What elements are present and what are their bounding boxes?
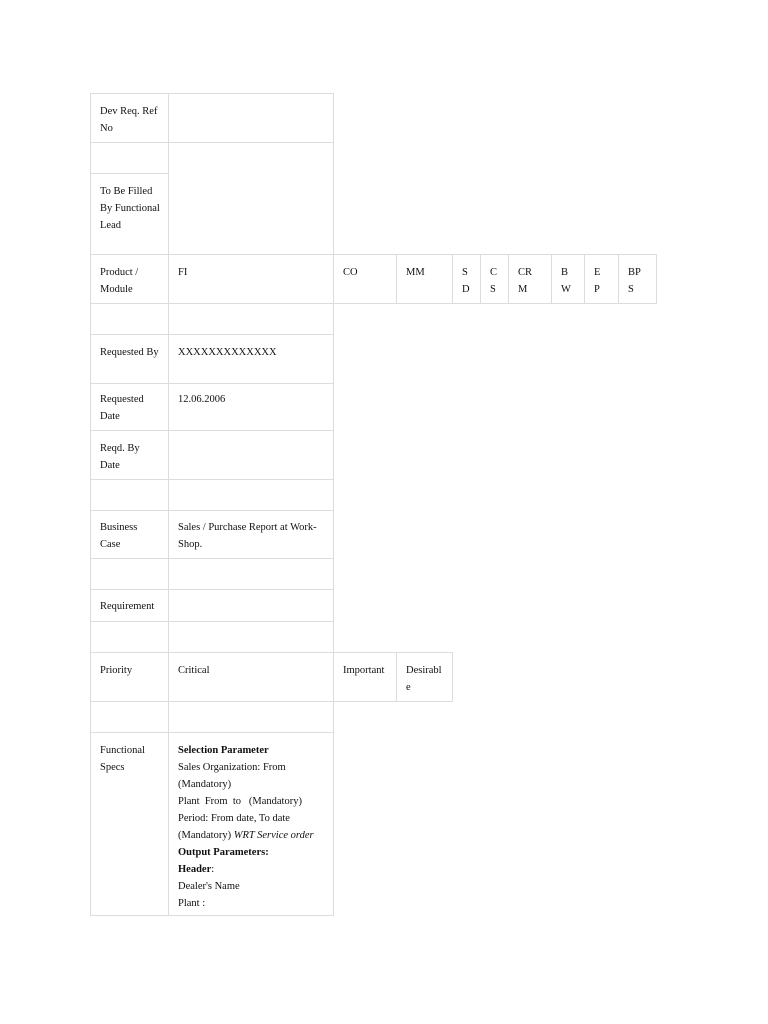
module-label: FI bbox=[178, 267, 188, 278]
plant-range-line: Plant From to (Mandatory) bbox=[178, 796, 302, 807]
module-label: MM bbox=[406, 267, 425, 278]
spacer-cell bbox=[90, 621, 169, 653]
period-line bbox=[178, 810, 325, 844]
selection-parameter-heading: Selection Parameter bbox=[178, 745, 269, 756]
module-label: BP S bbox=[628, 267, 641, 295]
spacer-cell bbox=[90, 479, 169, 511]
spacer-cell bbox=[90, 142, 169, 174]
functional-specs-label: Functional Specs bbox=[100, 745, 145, 773]
dev-req-value-cell bbox=[168, 93, 334, 143]
plant-line: Plant : bbox=[178, 898, 206, 909]
requested-by-value: XXXXXXXXXXXXX bbox=[178, 347, 277, 358]
period-text: Period: From date, To date (Mandatory) bbox=[178, 813, 290, 841]
header-line bbox=[178, 861, 325, 878]
requested-date-value-cell bbox=[168, 383, 334, 431]
priority-option-label: Important bbox=[343, 665, 385, 676]
priority-option-important bbox=[333, 652, 397, 702]
priority-label-cell bbox=[90, 652, 169, 702]
sales-org-line: Sales Organization: From (Mandatory) bbox=[178, 762, 289, 790]
reqd-by-date-value-cell bbox=[168, 430, 334, 480]
product-module-label-cell bbox=[90, 254, 169, 304]
spacer-cell bbox=[168, 479, 334, 511]
business-case-label-cell bbox=[90, 510, 169, 559]
spacer-cell bbox=[168, 621, 334, 653]
priority-option-label: Desirabl e bbox=[406, 665, 442, 693]
priority-option-desirable bbox=[396, 652, 453, 702]
requested-date-value: 12.06.2006 bbox=[178, 394, 226, 405]
output-parameters-heading: Output Parameters: bbox=[178, 847, 269, 858]
module-label: CO bbox=[343, 267, 358, 278]
module-cell-ep bbox=[584, 254, 619, 304]
module-cell-bw bbox=[551, 254, 585, 304]
module-label: S D bbox=[462, 267, 470, 295]
filled-by-value-cell bbox=[168, 142, 334, 255]
module-cell-bps bbox=[618, 254, 657, 304]
module-label: E P bbox=[594, 267, 601, 295]
dealer-name-line: Dealer's Name bbox=[178, 881, 240, 892]
requested-date-label: Requested Date bbox=[100, 394, 144, 422]
spacer-cell bbox=[168, 701, 334, 733]
priority-option-critical bbox=[168, 652, 334, 702]
requirement-label-cell bbox=[90, 589, 169, 622]
requested-by-label: Requested By bbox=[100, 347, 159, 358]
spacer-cell bbox=[90, 558, 169, 590]
business-case-label: Business Case bbox=[100, 522, 138, 550]
product-module-label: Product / Module bbox=[100, 267, 139, 295]
requirement-label: Requirement bbox=[100, 601, 155, 612]
module-cell-fi bbox=[168, 254, 334, 304]
requested-date-label-cell bbox=[90, 383, 169, 431]
module-cell-co bbox=[333, 254, 397, 304]
reqd-by-date-label-cell bbox=[90, 430, 169, 480]
period-note: WRT Service order bbox=[233, 830, 314, 841]
business-case-value-cell bbox=[168, 510, 334, 559]
functional-specs-value-cell bbox=[168, 732, 334, 916]
header-colon: : bbox=[211, 864, 215, 875]
requirement-value-cell bbox=[168, 589, 334, 622]
filled-by-label-cell bbox=[90, 173, 169, 255]
spacer-cell bbox=[90, 701, 169, 733]
spacer-cell bbox=[90, 303, 169, 335]
module-label: CR M bbox=[518, 267, 533, 295]
dev-req-label-cell bbox=[90, 93, 169, 143]
module-label: C S bbox=[490, 267, 498, 295]
header-label: Header bbox=[178, 864, 212, 875]
business-case-value: Sales / Purchase Report at Work-Shop. bbox=[178, 522, 317, 550]
functional-specs-label-cell bbox=[90, 732, 169, 916]
module-cell-mm bbox=[396, 254, 453, 304]
spacer-cell bbox=[168, 303, 334, 335]
module-cell-cs bbox=[480, 254, 509, 304]
filled-by-label: To Be Filled By Functional Lead bbox=[100, 186, 160, 231]
priority-option-label: Critical bbox=[178, 665, 210, 676]
module-cell-crm bbox=[508, 254, 552, 304]
reqd-by-date-label: Reqd. By Date bbox=[100, 443, 140, 471]
dev-req-label: Dev Req. Ref No bbox=[100, 106, 158, 134]
requested-by-value-cell bbox=[168, 334, 334, 384]
priority-label: Priority bbox=[100, 665, 133, 676]
spacer-cell bbox=[168, 558, 334, 590]
module-label: B W bbox=[561, 267, 571, 295]
module-cell-sd bbox=[452, 254, 481, 304]
requested-by-label-cell bbox=[90, 334, 169, 384]
